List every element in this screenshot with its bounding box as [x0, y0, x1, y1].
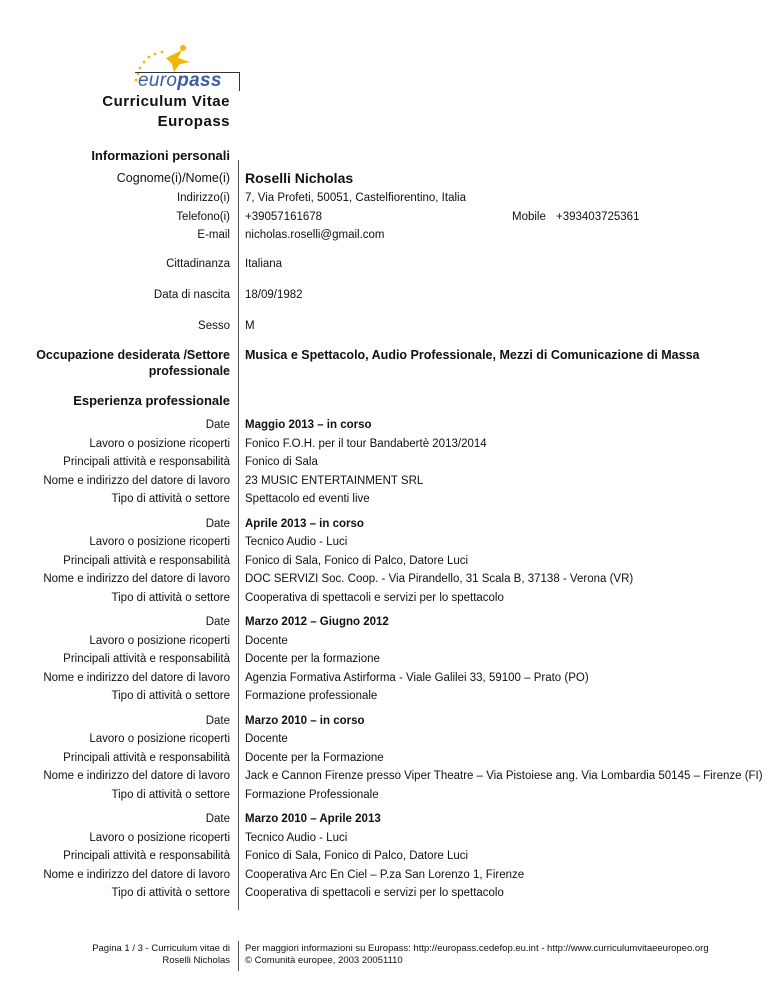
- experience-date-label: Date: [205, 616, 230, 628]
- mobile-value: +393403725361: [556, 211, 640, 223]
- experience-employer-value: 23 MUSIC ENTERTAINMENT SRL: [245, 474, 424, 487]
- experience-sector-label: Tipo di attività o settore: [111, 690, 230, 702]
- citizenship-value: Italiana: [245, 258, 283, 270]
- column-divider: [238, 160, 239, 910]
- experience-activities-value: Fonico di Sala: [245, 456, 318, 468]
- europass-wordmark: [138, 70, 222, 92]
- experience-date-label: Date: [205, 714, 230, 727]
- experience-employer-label: Nome e indirizzo del datore di lavoro: [43, 573, 230, 585]
- address-value: 7, Via Profeti, 50051, Castelfiorentino, Italia: [245, 192, 466, 204]
- name-value: Roselli Nicholas: [245, 170, 354, 186]
- experience-activities-value: Docente per la Formazione: [245, 751, 384, 764]
- experience-position-value: Tecnico Audio - Luci: [245, 831, 348, 844]
- section-personal-info: Informazioni personali: [91, 148, 230, 163]
- experience-position-label: Lavoro o posizione ricoperti: [89, 831, 230, 844]
- name-label: Cognome(i)/Nome(i): [116, 171, 230, 185]
- experience-activities-label: Principali attività e responsabilità: [63, 554, 230, 567]
- experience-activities-label: Principali attività e responsabilità: [63, 653, 230, 665]
- wordmark-pass: pass: [177, 70, 222, 91]
- footer-info-line-1: Per maggiori informazioni su Europass: http://europass.cedefop.eu.int - http://www.curriculumvitaeeuropeo.org: [245, 943, 709, 954]
- experience-activities-value: Fonico di Sala, Fonico di Palco, Datore Luci: [245, 554, 469, 567]
- email-label: E-mail: [197, 229, 230, 241]
- experience-position-label: Lavoro o posizione ricoperti: [89, 536, 230, 548]
- experience-sector-value: Formazione professionale: [245, 690, 378, 702]
- section-experience: Esperienza professionale: [73, 393, 230, 408]
- experience-employer-value: Cooperativa Arc En Ciel – P.za San Lorenzo 1, Firenze: [245, 868, 525, 881]
- experience-position-label: Lavoro o posizione ricoperti: [89, 634, 230, 647]
- experience-sector-value: Cooperativa di spettacoli e servizi per lo spettacolo: [245, 591, 504, 604]
- wordmark-euro: euro: [138, 70, 178, 91]
- address-label: Indirizzo(i): [176, 192, 230, 204]
- experience-sector-value: Formazione Professionale: [245, 788, 379, 801]
- phone-label: Telefono(i): [176, 211, 230, 223]
- experience-employer-label: Nome e indirizzo del datore di lavoro: [43, 770, 230, 782]
- experience-position-label: Lavoro o posizione ricoperti: [89, 437, 230, 450]
- citizenship-label: Cittadinanza: [166, 258, 230, 270]
- title-line-1: Curriculum Vitae: [102, 93, 230, 110]
- experience-sector-label: Tipo di attività o settore: [111, 788, 230, 801]
- experience-activities-label: Principali attività e responsabilità: [63, 456, 230, 468]
- experience-employer-value: Agenzia Formativa Astirforma - Viale Galilei 33, 59100 – Prato (PO): [245, 671, 589, 684]
- footer-page-info: [92, 943, 230, 967]
- sex-value: M: [245, 320, 255, 332]
- mobile-label: Mobile: [512, 211, 546, 223]
- experience-position-value: Fonico F.O.H. per il tour Bandabertè 2013/2014: [245, 437, 487, 450]
- occupation-label-line-2: professionale: [148, 364, 230, 378]
- footer-page-line-2: Roselli Nicholas: [162, 955, 230, 966]
- experience-position-label: Lavoro o posizione ricoperti: [89, 733, 230, 745]
- occupation-label-line-1: Occupazione desiderata /Settore: [36, 348, 230, 362]
- experience-date-value: Maggio 2013 – in corso: [245, 419, 372, 431]
- experience-date-value: Aprile 2013 – in corso: [245, 517, 364, 530]
- document-title: [102, 92, 230, 132]
- experience-employer-label: Nome e indirizzo del datore di lavoro: [43, 671, 230, 684]
- experience-activities-value: Docente per la formazione: [245, 653, 380, 665]
- experience-date-value: Marzo 2010 – in corso: [245, 714, 365, 727]
- footer-page-line-1: Pagina 1 / 3 - Curriculum vitae di: [92, 943, 230, 954]
- footer-divider: [238, 941, 239, 971]
- experience-position-value: Docente: [245, 634, 288, 647]
- footer-info-line-2: © Comunità europee, 2003 20051110: [245, 955, 403, 966]
- experience-employer-label: Nome e indirizzo del datore di lavoro: [43, 474, 230, 487]
- experience-date-label: Date: [205, 813, 230, 825]
- experience-sector-label: Tipo di attività o settore: [111, 887, 230, 899]
- experience-employer-label: Nome e indirizzo del datore di lavoro: [43, 868, 230, 881]
- email-value[interactable]: nicholas.roselli@gmail.com: [245, 229, 385, 241]
- title-line-2: Europass: [157, 113, 230, 130]
- experience-employer-value: Jack e Cannon Firenze presso Viper Theatre – Via Pistoiese ang. Via Lombardia 50145 – Firenze (FI): [245, 770, 763, 782]
- experience-activities-value: Fonico di Sala, Fonico di Palco, Datore Luci: [245, 850, 469, 862]
- footer-info: [245, 943, 709, 967]
- experience-position-value: Docente: [245, 733, 288, 745]
- birth-label: Data di nascita: [153, 289, 230, 301]
- experience-date-value: Marzo 2010 – Aprile 2013: [245, 813, 381, 825]
- experience-activities-label: Principali attività e responsabilità: [63, 751, 230, 764]
- sex-label: Sesso: [198, 320, 230, 332]
- experience-sector-label: Tipo di attività o settore: [111, 493, 230, 505]
- occupation-value: Musica e Spettacolo, Audio Professionale, Mezzi di Comunicazione di Massa: [245, 348, 700, 362]
- occupation-label: [36, 347, 230, 379]
- experience-employer-value: DOC SERVIZI Soc. Coop. - Via Pirandello, 31 Scala B, 37138 - Verona (VR): [245, 573, 634, 585]
- experience-sector-value: Cooperativa di spettacoli e servizi per lo spettacolo: [245, 887, 504, 899]
- experience-date-label: Date: [205, 419, 230, 431]
- phone-value: +39057161678: [245, 211, 323, 223]
- experience-date-value: Marzo 2012 – Giugno 2012: [245, 616, 389, 628]
- experience-position-value: Tecnico Audio - Luci: [245, 536, 348, 548]
- experience-activities-label: Principali attività e responsabilità: [63, 850, 230, 862]
- experience-sector-value: Spettacolo ed eventi live: [245, 493, 370, 505]
- birth-value: 18/09/1982: [245, 289, 303, 301]
- experience-sector-label: Tipo di attività o settore: [111, 591, 230, 604]
- experience-date-label: Date: [205, 517, 230, 530]
